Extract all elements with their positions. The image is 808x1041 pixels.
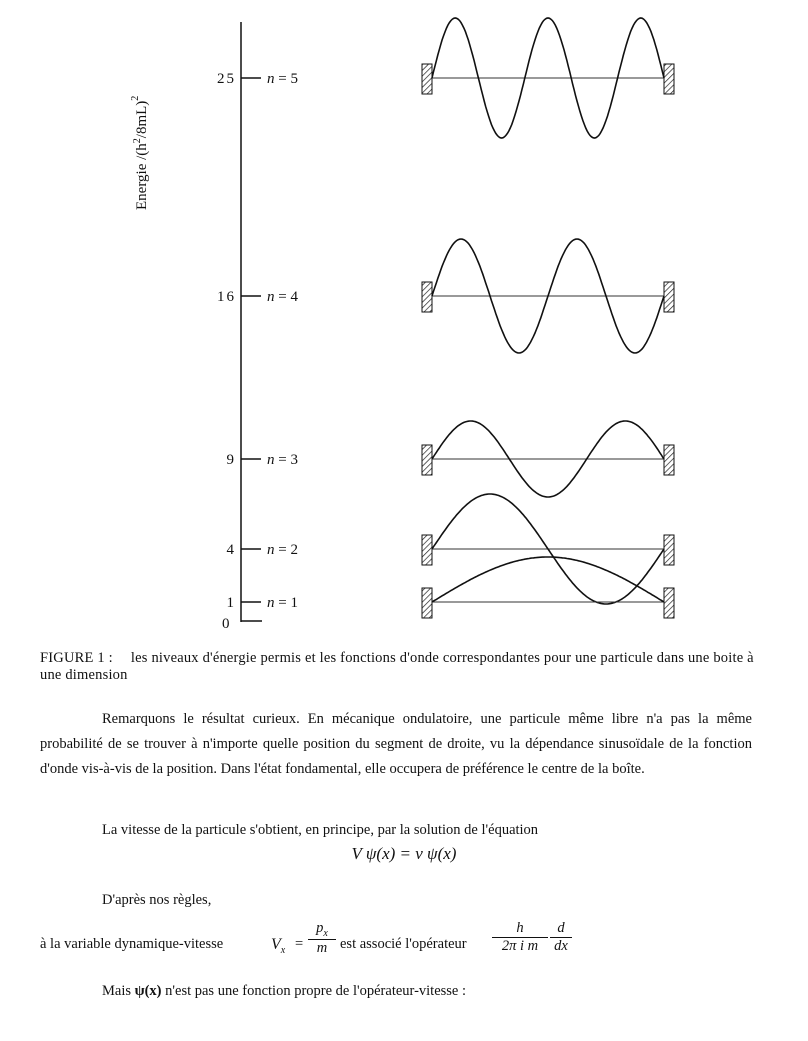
- velocity-symbol: $V_x$: [271, 936, 286, 957]
- quantum-number-label-n3: n = 3: [267, 452, 298, 468]
- wavefunctions: [422, 18, 674, 618]
- caption-label: FIGURE 1 :: [40, 650, 113, 666]
- eigenvalue-equation: V ψ(x) = v ψ(x): [351, 844, 457, 863]
- quantum-number-label-n1: n = 1: [267, 595, 298, 611]
- psi-symbol: ψ(x): [134, 983, 162, 999]
- box-wall-right-n2: [664, 535, 674, 565]
- axis-zero-label: 0: [222, 616, 230, 632]
- energy-value-n1: 1: [226, 595, 236, 611]
- derivative-fraction: $\frac{d}{dx}$: [550, 920, 572, 955]
- quantum-number-label-n5: n = 5: [267, 71, 298, 87]
- box-wall-left-n5: [422, 64, 432, 94]
- box-wall-left-n2: [422, 535, 432, 565]
- energy-levels: [217, 71, 298, 611]
- energy-value-n2: 4: [226, 542, 236, 558]
- figure-caption: [40, 650, 760, 684]
- equals-sign: =: [295, 936, 304, 952]
- box-wall-left-n3: [422, 445, 432, 475]
- svg-text:Energie /(h2/8mL)2: Energie $/(h^2/8mL)^2$: [130, 95, 150, 210]
- operator-fraction: $\frac{h}{\text{2π i m}}$: [492, 920, 548, 955]
- operator-prefix: à la variable dynamique-vitesse: [40, 936, 224, 952]
- paragraph-2: [40, 818, 752, 843]
- paragraph-3: D'après nos règles,: [102, 892, 212, 908]
- box-wall-right-n3: [664, 445, 674, 475]
- quantum-number-label-n2: n = 2: [267, 542, 298, 558]
- paragraph-1: [40, 707, 752, 782]
- box-wall-right-n5: [664, 64, 674, 94]
- paragraph-1-text: Remarquons le résultat curieux. En mécanique ondulatoire, une particule même libre n'a pas la même probabilité de se trouver à n'importe quelle position du segment de droite, vu la dépendance sinusoïdale de la fonction d'onde vis-à-vis de la position. Dans l'état fondamental, elle occupera de préférence le centre de la boîte.: [40, 711, 752, 777]
- box-wall-left-n1: [422, 588, 432, 618]
- paragraph-2-text: La vitesse de la particule s'obtient, en principe, par la solution de l'équation: [102, 822, 539, 838]
- energy-value-n4: 16: [217, 289, 236, 305]
- operator-mid-text: est associé l'opérateur: [340, 936, 467, 952]
- energy-value-n5: 25: [217, 71, 236, 87]
- quantum-number-label-n4: n = 4: [267, 289, 298, 305]
- box-wall-right-n1: [664, 588, 674, 618]
- axis-title: [130, 96, 150, 210]
- paragraph-5: Mais ψ(x) n'est pas une fonction propre de l'opérateur-vitesse :: [102, 983, 467, 999]
- box-wall-right-n4: [664, 282, 674, 312]
- energy-value-n3: 9: [226, 452, 236, 468]
- caption-text: les niveaux d'énergie permis et les fonctions d'onde correspondantes pour une particule dans une boite à une dimension: [40, 650, 754, 683]
- momentum-over-mass: $\frac{p_x}{m}$: [308, 920, 336, 957]
- box-wall-left-n4: [422, 282, 432, 312]
- wavefunction-n1: [432, 557, 664, 602]
- operator-statement: [40, 918, 780, 968]
